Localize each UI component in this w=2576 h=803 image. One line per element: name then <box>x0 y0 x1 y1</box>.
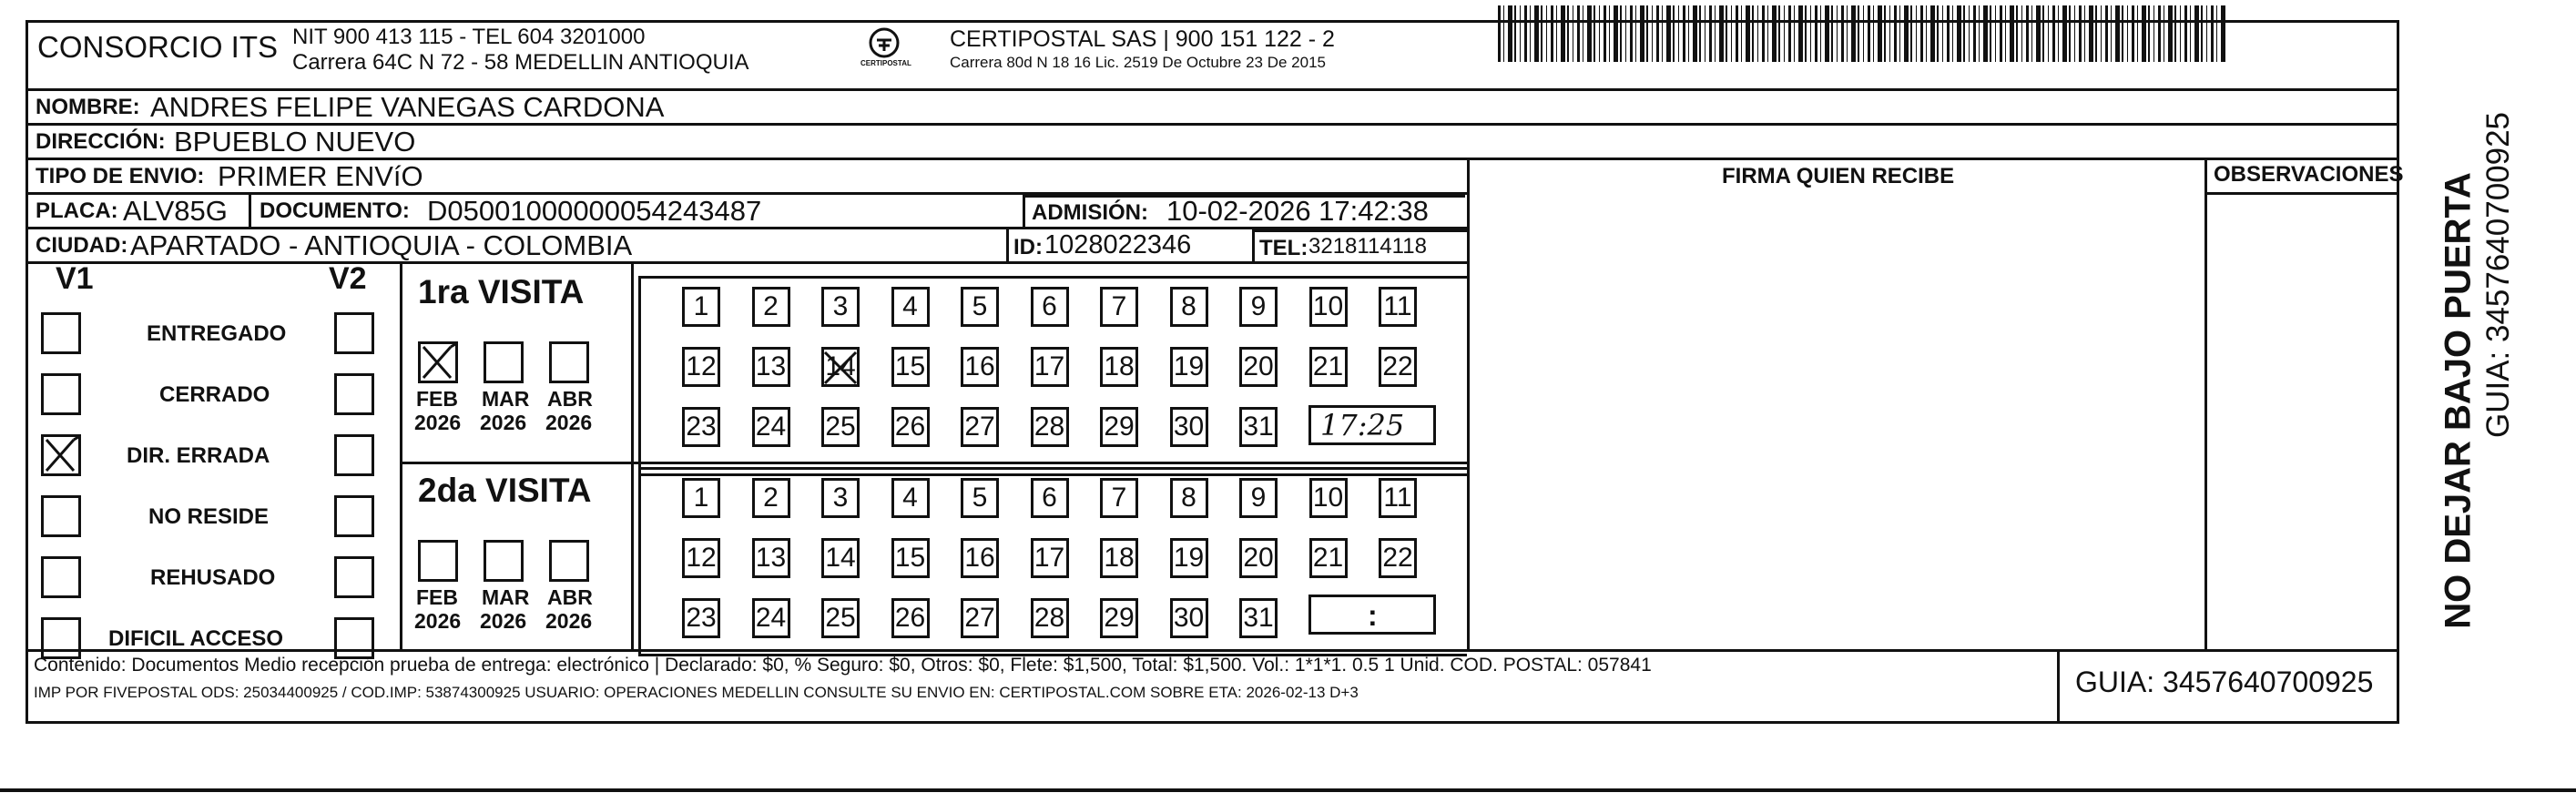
day-box[interactable]: 19 <box>1170 347 1208 387</box>
day-box[interactable]: 25 <box>821 407 860 447</box>
month-label: MAR <box>482 585 530 609</box>
day-box[interactable]: 16 <box>961 347 999 387</box>
day-box[interactable]: 18 <box>1100 347 1138 387</box>
admision-value: 10-02-2026 17:42:38 <box>1166 195 1429 227</box>
footer-imp: IMP POR FIVEPOSTAL ODS: 25034400925 / COD.IMP: 53874300925 USUARIO: OPERACIONES MEDELLIN CONSULTE SU ENVIO EN: CERTIPOSTAL.COM SOBRE ETA: 2026-02-13 D+3 <box>34 684 1359 701</box>
day-box[interactable]: 30 <box>1170 598 1208 638</box>
day-box[interactable]: 20 <box>1239 538 1278 578</box>
day-box[interactable]: 24 <box>752 598 790 638</box>
day-box[interactable]: 7 <box>1100 478 1138 518</box>
firma-header: FIRMA QUIEN RECIBE <box>1722 164 1955 188</box>
company-address: Carrera 64C N 72 - 58 MEDELLIN ANTIOQUIA <box>292 50 749 75</box>
day-box[interactable]: 6 <box>1031 478 1069 518</box>
month-year: 2026 <box>414 411 462 434</box>
footer-guia: GUIA: 3457640700925 <box>2075 666 2374 698</box>
delivery-form <box>25 20 2404 724</box>
observaciones-header: OBSERVACIONES <box>2214 162 2404 187</box>
no-dejar-bajo-puerta: NO DEJAR BAJO PUERTA <box>2438 172 2479 629</box>
month-checkbox[interactable] <box>549 540 589 582</box>
admision-label: ADMISIÓN: <box>1032 200 1148 225</box>
month-year: 2026 <box>480 609 527 633</box>
day-box[interactable]: 8 <box>1170 287 1208 327</box>
day-box[interactable]: 14 <box>821 538 860 578</box>
day-box[interactable]: 29 <box>1100 598 1138 638</box>
nit-line: NIT 900 413 115 - TEL 604 3201000 <box>292 25 646 49</box>
status-option-label: REHUSADO <box>150 565 276 590</box>
month-year: 2026 <box>545 609 593 633</box>
day-box[interactable]: 23 <box>682 598 720 638</box>
day-box[interactable]: 21 <box>1309 347 1348 387</box>
day-box[interactable]: 27 <box>961 407 999 447</box>
tel-label: TEL: <box>1259 236 1308 260</box>
day-box[interactable]: 27 <box>961 598 999 638</box>
direccion-value: BPUEBLO NUEVO <box>174 126 416 158</box>
direccion-label: DIRECCIÓN: <box>36 129 166 154</box>
month-label: ABR <box>547 387 593 411</box>
visit1-time: 17:25 <box>1320 408 1405 442</box>
day-box[interactable]: 11 <box>1379 478 1417 518</box>
month-label: FEB <box>416 585 458 609</box>
v1-checkbox[interactable] <box>41 495 81 537</box>
day-box[interactable]: 10 <box>1309 478 1348 518</box>
bottom-rule <box>0 788 2576 792</box>
visit2-title: 2da VISITA <box>418 472 592 509</box>
tipo-envio-label: TIPO DE ENVIO: <box>36 164 205 188</box>
v2-checkbox[interactable] <box>334 373 374 415</box>
visit1-title: 1ra VISITA <box>418 273 585 310</box>
day-box[interactable]: 2 <box>752 478 790 518</box>
day-box[interactable]: 21 <box>1309 538 1348 578</box>
day-box[interactable]: 20 <box>1239 347 1278 387</box>
v1-checkbox[interactable] <box>41 434 81 476</box>
certipostal-line: CERTIPOSTAL SAS | 900 151 122 - 2 <box>950 26 1335 52</box>
day-box[interactable]: 22 <box>1379 347 1417 387</box>
day-box[interactable]: 15 <box>891 347 930 387</box>
v2-checkbox[interactable] <box>334 617 374 659</box>
month-checkbox[interactable] <box>484 540 524 582</box>
month-checkbox[interactable] <box>484 341 524 383</box>
placa-label: PLACA: <box>36 198 118 223</box>
day-box[interactable]: 5 <box>961 478 999 518</box>
status-option-label: DIR. ERRADA <box>127 443 270 468</box>
documento-label: DOCUMENTO: <box>260 198 410 223</box>
day-box[interactable]: 28 <box>1031 407 1069 447</box>
day-box[interactable]: 17 <box>1031 347 1069 387</box>
month-label: ABR <box>547 585 593 609</box>
day-box[interactable]: 13 <box>752 347 790 387</box>
v1-checkbox[interactable] <box>41 617 81 659</box>
day-box[interactable]: 23 <box>682 407 720 447</box>
logo-caption: CERTIPOSTAL <box>860 59 911 67</box>
day-box[interactable]: 9 <box>1239 478 1278 518</box>
id-value: 1028022346 <box>1044 230 1192 259</box>
v1-checkbox[interactable] <box>41 373 81 415</box>
day-box[interactable]: 14 <box>821 347 860 387</box>
day-box[interactable]: 3 <box>821 287 860 327</box>
day-box[interactable]: 25 <box>821 598 860 638</box>
month-year: 2026 <box>545 411 593 434</box>
month-checkbox[interactable] <box>418 540 458 582</box>
v1-label: V1 <box>56 261 94 296</box>
day-box[interactable]: 26 <box>891 598 930 638</box>
day-box[interactable]: 11 <box>1379 287 1417 327</box>
day-box[interactable]: 31 <box>1239 598 1278 638</box>
status-option-label: NO RESIDE <box>148 504 270 529</box>
ciudad-value: APARTADO - ANTIOQUIA - COLOMBIA <box>130 229 633 261</box>
visit2-time: : <box>1368 599 1378 632</box>
day-box[interactable]: 22 <box>1379 538 1417 578</box>
day-box[interactable]: 2 <box>752 287 790 327</box>
v1-checkbox[interactable] <box>41 312 81 354</box>
month-checkbox[interactable] <box>418 341 458 383</box>
day-box[interactable]: 3 <box>821 478 860 518</box>
company-name: CONSORCIO ITS <box>37 30 279 64</box>
day-box[interactable]: 19 <box>1170 538 1208 578</box>
v2-checkbox[interactable] <box>334 556 374 598</box>
month-label: MAR <box>482 387 530 411</box>
day-box[interactable]: 12 <box>682 538 720 578</box>
status-option-label: DIFICIL ACCESO <box>108 626 284 651</box>
certipostal-logo <box>857 25 911 79</box>
day-box[interactable]: 16 <box>961 538 999 578</box>
certipostal-address: Carrera 80d N 18 16 Lic. 2519 De Octubre 23 De 2015 <box>950 54 1326 71</box>
day-box[interactable]: 1 <box>682 287 720 327</box>
day-box[interactable]: 7 <box>1100 287 1138 327</box>
day-box[interactable]: 4 <box>891 287 930 327</box>
day-box[interactable]: 26 <box>891 407 930 447</box>
month-label: FEB <box>416 387 458 411</box>
day-box[interactable]: 18 <box>1100 538 1138 578</box>
day-box[interactable]: 10 <box>1309 287 1348 327</box>
status-option-label: ENTREGADO <box>147 321 287 346</box>
day-box[interactable]: 12 <box>682 347 720 387</box>
day-box[interactable]: 28 <box>1031 598 1069 638</box>
id-label: ID: <box>1013 235 1043 259</box>
day-box[interactable]: 1 <box>682 478 720 518</box>
v2-checkbox[interactable] <box>334 495 374 537</box>
v2-checkbox[interactable] <box>334 312 374 354</box>
day-box[interactable]: 5 <box>961 287 999 327</box>
day-box[interactable]: 24 <box>752 407 790 447</box>
v2-checkbox[interactable] <box>334 434 374 476</box>
day-box[interactable]: 8 <box>1170 478 1208 518</box>
day-box[interactable]: 6 <box>1031 287 1069 327</box>
day-box[interactable]: 13 <box>752 538 790 578</box>
month-year: 2026 <box>414 609 462 633</box>
visit1-time-box[interactable] <box>1308 405 1436 445</box>
placa-value: ALV85G <box>123 195 228 227</box>
day-box[interactable]: 31 <box>1239 407 1278 447</box>
day-box[interactable]: 9 <box>1239 287 1278 327</box>
day-box[interactable]: 17 <box>1031 538 1069 578</box>
tipo-envio-value: PRIMER ENVíO <box>218 160 423 192</box>
day-box[interactable]: 4 <box>891 478 930 518</box>
visit2-time-box[interactable] <box>1308 595 1436 635</box>
month-checkbox[interactable] <box>549 341 589 383</box>
day-box[interactable]: 15 <box>891 538 930 578</box>
documento-value: D05001000000054243487 <box>427 195 762 227</box>
side-guia: GUIA: 3457640700925 <box>2480 111 2516 439</box>
nombre-label: NOMBRE: <box>36 95 140 119</box>
ciudad-label: CIUDAD: <box>36 233 128 258</box>
day-box[interactable]: 29 <box>1100 407 1138 447</box>
nombre-value: ANDRES FELIPE VANEGAS CARDONA <box>150 91 665 123</box>
status-option-label: CERRADO <box>159 382 270 407</box>
tel-value: 3218114118 <box>1308 234 1427 259</box>
day-box[interactable]: 30 <box>1170 407 1208 447</box>
v1-checkbox[interactable] <box>41 556 81 598</box>
footer-contenido: Contenido: Documentos Medio recepción prueba de entrega: electrónico | Declarado: $0, % Seguro: $0, Otros: $0, Flete: $1,500, Total: $1,500. Vol.: 1*1*1. 0.5 1 Unid. COD. POSTAL: 057841 <box>34 655 1652 676</box>
month-year: 2026 <box>480 411 527 434</box>
v2-label: V2 <box>329 261 367 296</box>
